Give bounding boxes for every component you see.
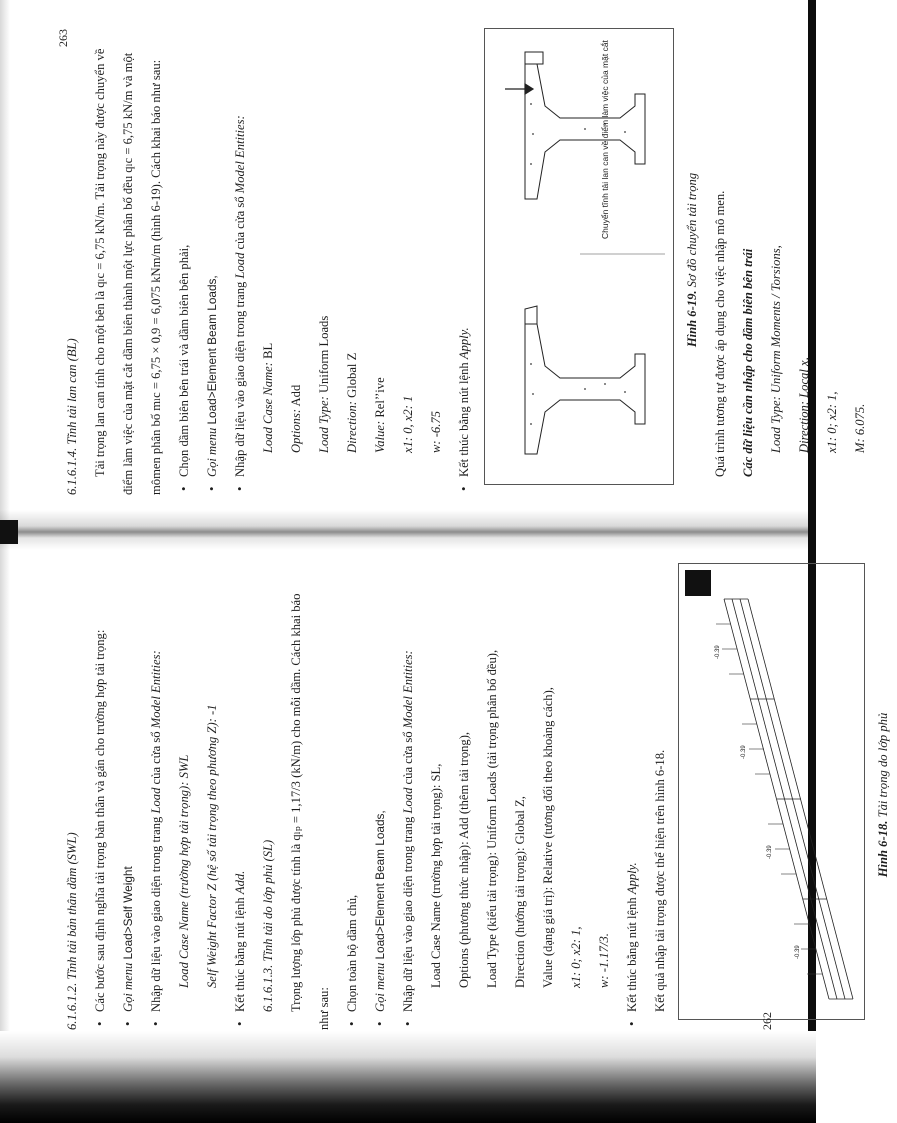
menu-command: Load>Self Weight xyxy=(121,866,135,960)
list-item: • Chọn dầm biên bên trái và dầm biên bên phải, xyxy=(170,25,198,495)
swl-weight-factor: Self Weight Factor Z (hệ số tải trọng theo phương Z): -1 xyxy=(205,704,219,988)
field-label: Load Type: xyxy=(317,396,331,453)
text: Model Entities: xyxy=(149,650,163,729)
color-swatch xyxy=(685,570,711,596)
caption-text: Sơ đồ chuyển tải trọng xyxy=(685,172,699,288)
list-item xyxy=(618,560,646,1030)
paragraph: như sau: xyxy=(317,987,331,1030)
menu-command: Load>Element Beam Loads, xyxy=(205,275,219,425)
paragraph: mômen phân bố mₗc = 6,75 × 0,9 = 6,075 kNm/m (hình 6-19). Cách khai báo như sau: xyxy=(149,59,163,495)
page-262 xyxy=(52,560,890,1030)
text: Kết thúc bằng nút lệnh xyxy=(233,897,247,1012)
text: Load xyxy=(401,787,415,814)
text: Add. xyxy=(233,870,247,895)
field-value: BL xyxy=(261,342,275,359)
list-item xyxy=(226,560,254,1030)
sl-case-name: Load Case Name (trường hợp tải trọng): SL, xyxy=(429,763,443,988)
bl-w: w: -6.75 xyxy=(429,411,443,453)
bl-case-name xyxy=(254,25,282,495)
field-value: Rel’’ive xyxy=(373,377,387,418)
text: Apply. xyxy=(457,327,471,360)
paragraph: Trọng lượng lớp phủ được tính là qₗₚ = 1,17/3 (kN/m) cho mỗi dầm. Cách khai báo xyxy=(289,593,303,1012)
page-263 xyxy=(52,25,867,495)
barrier-right xyxy=(525,52,543,64)
moment-load-type: Load Type: Uniform Moments / Torsions, xyxy=(769,245,783,453)
sl-direction: Direction (hướng tải trọng): Global Z, xyxy=(513,796,527,988)
field-value: Add xyxy=(289,384,303,407)
beam-line xyxy=(724,599,829,999)
field-label: Options: xyxy=(289,408,303,453)
figure-caption xyxy=(869,560,897,1030)
field-value: Uniform Loads xyxy=(317,315,331,394)
list-item xyxy=(114,560,142,1030)
beam-load-diagram xyxy=(679,564,864,1019)
page-number: 263 xyxy=(56,29,70,47)
list-item xyxy=(450,25,478,495)
book-gutter-mark xyxy=(0,520,18,544)
menu-command: Load>Element Beam Loads, xyxy=(373,810,387,960)
sl-value: Value (dạng giá trị): Relative (tương đối theo khoảng cách), xyxy=(541,687,555,988)
caption-number: Hình 6-19. xyxy=(685,290,699,348)
text: của cửa sổ xyxy=(401,731,415,785)
figure-6-19 xyxy=(484,28,674,485)
book-gutter-shadow xyxy=(0,510,816,550)
field-value: Global Z xyxy=(345,352,359,398)
list-item xyxy=(366,560,394,1030)
diagram-label: Chuyển tĩnh tải lan can về điểm làm việc của mặt cắt xyxy=(600,40,610,239)
text: Kết thúc bằng nút lệnh xyxy=(457,362,471,477)
section-heading-sl: 6.1.6.1.3. Tĩnh tải do lớp phủ (SL) xyxy=(261,839,275,1012)
field-label: Value: xyxy=(373,420,387,453)
text: của cửa sổ xyxy=(149,731,163,785)
paragraph: Kết quả nhập tải trọng được thể hiện trên hình 6-18. xyxy=(653,749,667,1012)
bl-direction xyxy=(338,25,366,495)
paragraph: Tải trọng lan can tính cho một bên là qₗc = 6,75 kN/m. Tải trọng này được chuyển về xyxy=(93,48,107,477)
moment-direction: Direction: Local x, xyxy=(797,357,811,453)
moment-x: x1: 0; x2: 1, xyxy=(825,391,839,453)
text: Gọi menu xyxy=(205,427,219,477)
subheading: Các dữ liệu cần nhập cho dầm biên bên trái xyxy=(741,248,755,477)
section-heading-swl: 6.1.6.1.2. Tĩnh tải bản thân dầm (SWL) xyxy=(65,832,79,1030)
list-item xyxy=(394,560,422,1030)
girder-section-right xyxy=(525,64,645,199)
field-label: Load Case Name: xyxy=(261,362,275,453)
figure-caption xyxy=(678,25,706,495)
text: của cửa sổ xyxy=(233,196,247,250)
figure-6-18 xyxy=(678,563,865,1020)
text: Gọi menu xyxy=(121,962,135,1012)
text: Model Entities: xyxy=(401,650,415,729)
caption-number: Hình 6-18. xyxy=(876,820,890,878)
list-item xyxy=(226,25,254,495)
paragraph: điểm làm việc của mặt cắt dầm biên thành một lực phân bố đều qₗc = 6,75 kN/m và một xyxy=(121,52,135,495)
text: Apply. xyxy=(625,862,639,895)
list-item: • Chọn toàn bộ dầm chủ, xyxy=(338,560,366,1030)
list-item xyxy=(142,560,170,1030)
bl-x: x1: 0, x2: 1 xyxy=(401,395,415,453)
scan-bottom-edge xyxy=(0,1031,816,1123)
text: Gọi menu xyxy=(373,962,387,1012)
text: Nhập dữ liệu vào giao diện trong trang xyxy=(401,816,415,1012)
load-transfer-diagram xyxy=(485,29,673,484)
barrier-left xyxy=(525,306,537,324)
text: Kết thúc bằng nút lệnh xyxy=(625,897,639,1012)
list-item: • Các bước sau định nghĩa tải trọng bản thân và gán cho trường hợp tải trọng: xyxy=(86,560,114,1030)
bl-value xyxy=(366,25,394,495)
load-label: -0.39 xyxy=(741,745,747,759)
section-heading-bl: 6.1.6.1.4. Tĩnh tải lan can (BL) xyxy=(65,338,79,495)
paragraph: Quá trình tương tự được áp dụng cho việc nhập mô men. xyxy=(713,190,727,477)
sl-options: Options (phương thức nhập): Add (thêm tải trọng), xyxy=(457,731,471,988)
load-label: -0.39 xyxy=(767,845,773,859)
sl-load-type: Load Type (kiểu tải trọng): Uniform Loads (tải trọng phân bố đều), xyxy=(485,649,499,988)
bl-options xyxy=(282,25,310,495)
text: Nhập dữ liệu vào giao diện trong trang xyxy=(233,281,247,477)
caption-text: Tải trọng do lớp phủ xyxy=(876,712,890,818)
text: Model Entities: xyxy=(233,115,247,194)
sl-w: w: -1.17/3. xyxy=(597,933,611,988)
field-label: Direction: xyxy=(345,401,359,453)
text: Load xyxy=(149,787,163,814)
bl-load-type xyxy=(310,25,338,495)
load-label: -0.39 xyxy=(715,645,721,659)
text: Nhập dữ liệu vào giao diện trong trang xyxy=(149,816,163,1012)
scan-left-edge xyxy=(0,0,10,1123)
moment-value: M: 6.075. xyxy=(853,403,867,453)
sl-x: x1: 0; x2: 1, xyxy=(569,926,583,988)
page-number: 262 xyxy=(760,1012,774,1030)
text: Load xyxy=(233,252,247,279)
list-item xyxy=(198,25,226,495)
swl-case-name: Load Case Name (trường hợp tải trọng): SWL xyxy=(177,754,191,988)
load-label: -0.39 xyxy=(795,945,801,959)
